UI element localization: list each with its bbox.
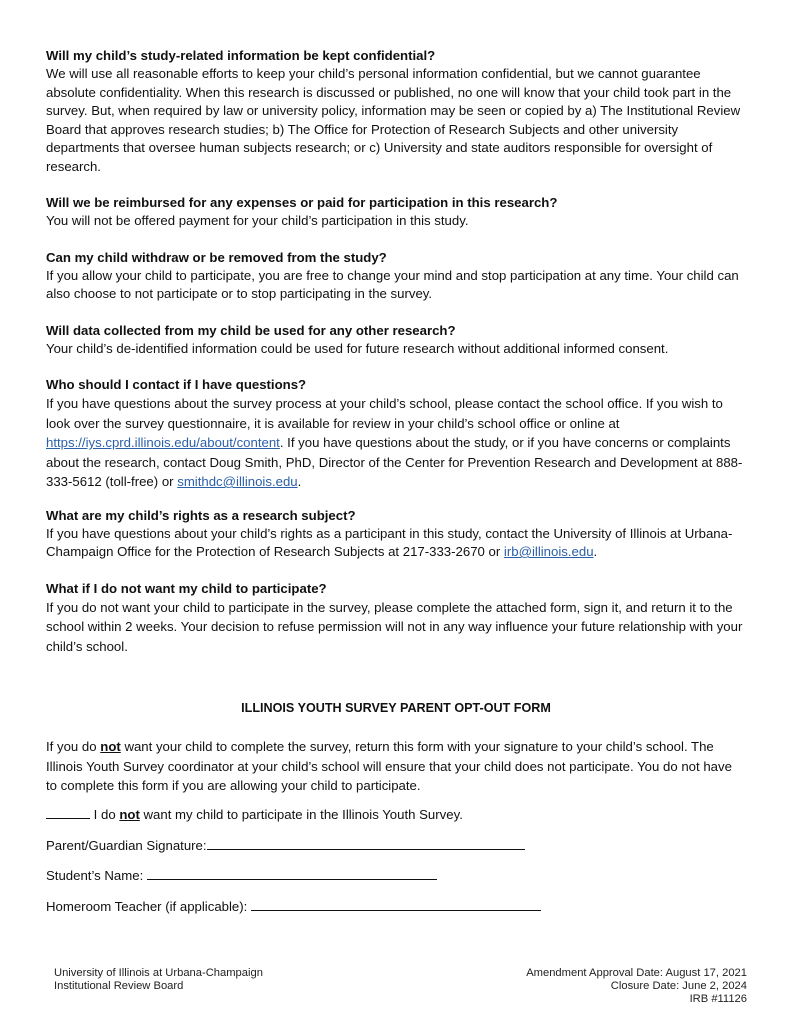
opt-out-initial-blank[interactable]: [46, 806, 90, 819]
homeroom-teacher-label: Homeroom Teacher (if applicable):: [46, 899, 251, 914]
faq-answer: [46, 525, 746, 562]
student-name-label: Student’s Name:: [46, 868, 147, 883]
faq-withdraw: [46, 248, 746, 304]
faq-answer: Your child’s de-identified information could be used for future research without additional informed consent.: [46, 340, 669, 356]
smithdc-email-link[interactable]: smithdc@illinois.edu: [177, 474, 298, 489]
opt-out-checkline: [46, 805, 463, 824]
opt-out-not: not: [119, 807, 140, 822]
faq-question: Will data collected from my child be used for any other research?: [46, 322, 456, 338]
student-name-row: [46, 866, 437, 885]
consent-document: [46, 46, 746, 673]
faq-contact: [46, 375, 746, 492]
signature-label: Parent/Guardian Signature:: [46, 838, 207, 853]
opt-out-text-2: want my child to participate in the Illinois Youth Survey.: [139, 807, 463, 822]
form-intro-text-1: If you do: [46, 739, 101, 754]
faq-other-research: [46, 321, 746, 359]
faq-question: What if I do not want my child to participate?: [46, 580, 327, 596]
form-intro: [46, 737, 746, 796]
signature-field[interactable]: [207, 837, 525, 850]
faq-question: What are my child’s rights as a research subject?: [46, 507, 356, 523]
faq-question: Will we be reimbursed for any expenses or paid for participation in this research?: [46, 195, 558, 210]
survey-content-link[interactable]: https://iys.cprd.illinois.edu/about/content: [46, 435, 280, 450]
form-intro-text-2: want your child to complete the survey, return this form with your signature to your child’s school. The Illinois Youth Survey coordinator at your child’s school will ensure that your child does not participate. You do not have to complete this form if you are allowing your child to participate.: [46, 739, 732, 793]
footer-university: University of Illinois at Urbana-Champaign: [54, 967, 263, 979]
faq-rights: [46, 506, 746, 562]
student-name-field[interactable]: [147, 867, 437, 880]
rights-text-1: If you have questions about your child’s rights as a participant in this study, contact the University of Illinois at Urbana-Champaign Office for the Protection of Research Subjects at 217-333-2670 or: [46, 525, 733, 559]
footer-institution: [54, 967, 263, 993]
faq-answer: You will not be offered payment for your child’s participation in this study.: [46, 213, 469, 228]
contact-text-2: . If you have questions about the study, or if you have concerns or complaints about the research, contact Doug Smith, PhD, Director of the Center for Prevention Research and Development at 888-333-5612 (toll-free) or: [46, 435, 743, 489]
faq-question: Who should I contact if I have questions?: [46, 377, 307, 392]
faq-question: Will my child’s study-related information be kept confidential?: [46, 48, 436, 63]
contact-text-1: If you have questions about the survey process at your child’s school, please contact the school office. If you wish to look over the survey questionnaire, it is available for review in your child’s school office or online at: [46, 396, 723, 431]
closure-date: Closure Date: June 2, 2024: [610, 980, 747, 992]
homeroom-teacher-row: [46, 897, 541, 916]
signature-row: [46, 836, 525, 855]
faq-question: Can my child withdraw or be removed from the study?: [46, 249, 387, 265]
rights-text-2: .: [593, 544, 598, 559]
footer-dates: [526, 967, 747, 1006]
faq-answer: We will use all reasonable efforts to keep your child’s personal information confidential, but we cannot guarantee absolute confidentiality. When this research is discussed or published, no one will know that your child took part in the survey. But, when required by law or university policy, information may be seen or copied by a) The Institutional Review Board that approves research studies; b) The Office for Protection of Research Subjects and other university departments that oversee human subjects research; or c) University and state auditors responsible for oversight of research.: [46, 66, 741, 174]
faq-payment: [46, 193, 746, 231]
contact-text-3: .: [297, 474, 302, 489]
faq-opt-out: [46, 579, 746, 657]
opt-out-text-1: I do: [90, 807, 120, 822]
footer-irb: Institutional Review Board: [54, 980, 184, 992]
faq-confidentiality: [46, 46, 746, 176]
faq-answer: [46, 394, 746, 492]
faq-answer: If you do not want your child to participate in the survey, please complete the attached form, sign it, and return it to the school within 2 weeks. Your decision to refuse permission will not in any way influence your future relationship with your child’s school.: [46, 599, 743, 654]
irb-email-link[interactable]: irb@illinois.edu: [503, 544, 594, 559]
irb-number: IRB #11126: [689, 993, 747, 1005]
form-intro-not: not: [100, 739, 121, 754]
faq-answer: If you allow your child to participate, you are free to change your mind and stop participation at any time. Your child can also choose to not participate or to stop participating in the survey.: [46, 267, 739, 301]
homeroom-teacher-field[interactable]: [251, 898, 541, 911]
amendment-approval-date: Amendment Approval Date: August 17, 2021: [526, 967, 747, 979]
form-title: ILLINOIS YOUTH SURVEY PARENT OPT-OUT FORM: [241, 701, 551, 715]
